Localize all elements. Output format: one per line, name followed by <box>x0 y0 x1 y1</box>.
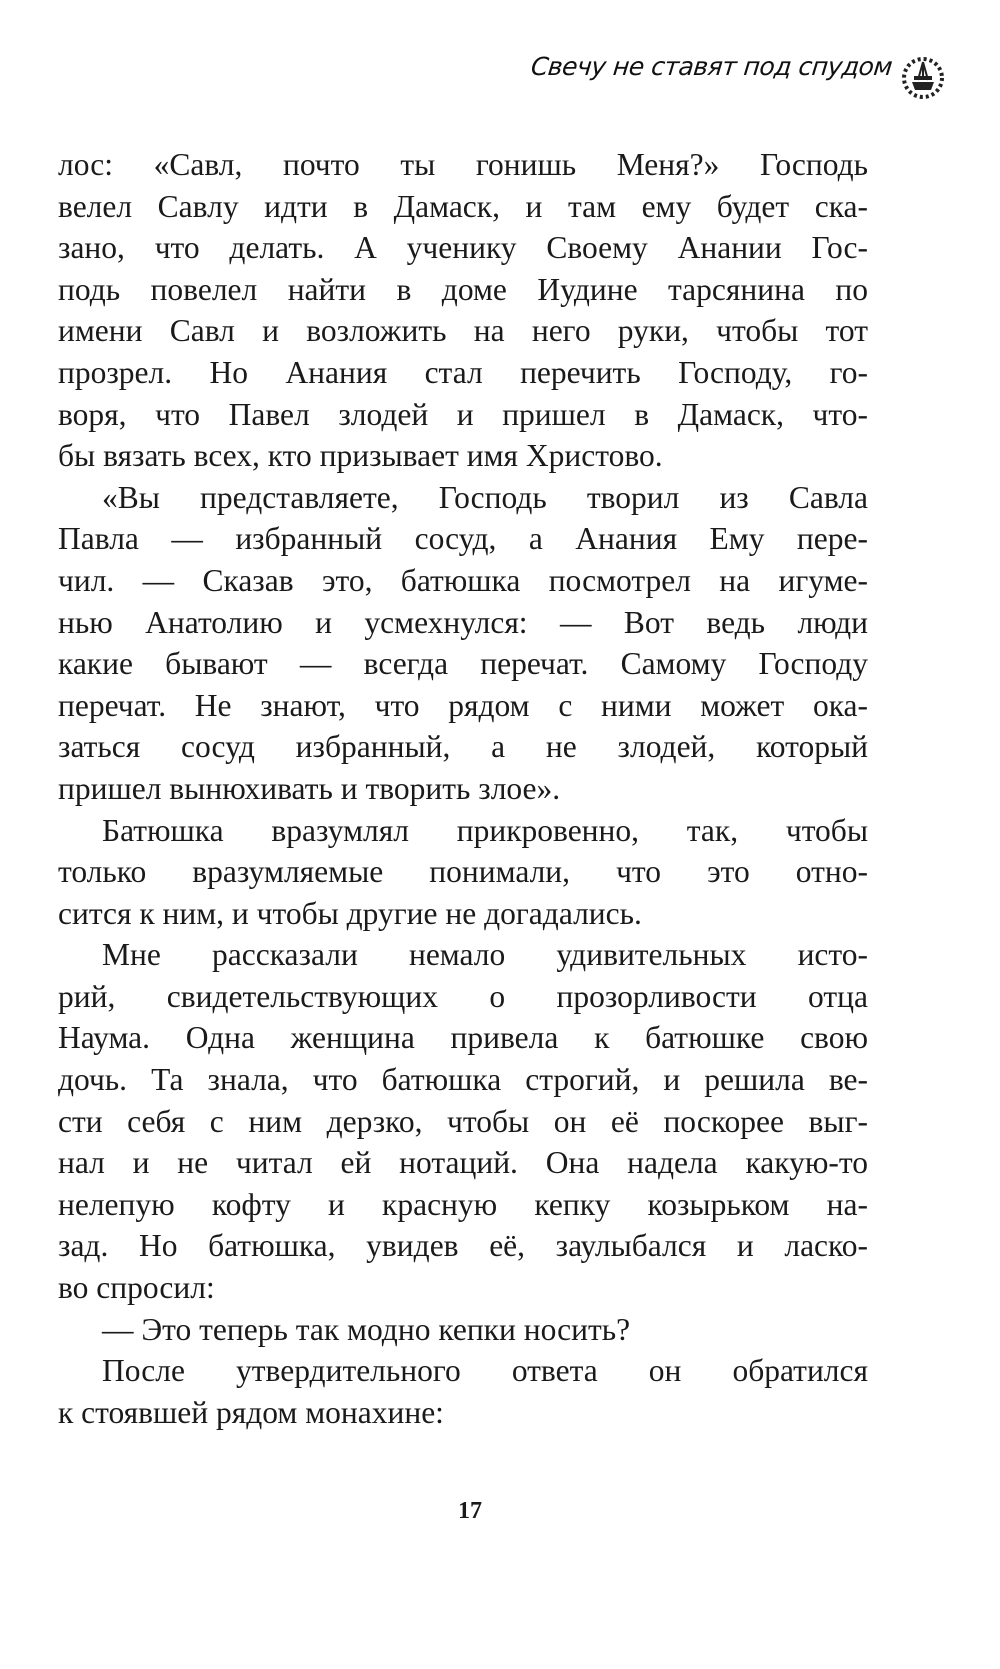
text-line: к стоявшей рядом монахине: <box>58 1394 444 1430</box>
text-line: заться сосуд избранный, а не злодей, который <box>58 729 868 765</box>
text-line: После утвердительного ответа он обратился <box>102 1353 868 1389</box>
text-line: — Это теперь так модно кепки носить? <box>102 1311 631 1347</box>
text-line: нью Анатолию и усмехнулся: — Вот ведь люди <box>58 604 868 640</box>
text-line: имени Савл и возложить на него руки, чтобы тот <box>58 313 868 349</box>
text-line: нал и не читал ей нотаций. Она надела какую-то <box>58 1145 868 1181</box>
page-number: 17 <box>458 1498 482 1524</box>
text-line: только вразумляемые понимали, что это отно- <box>58 854 868 890</box>
running-head: Свечу не ставят под спудом <box>529 52 894 81</box>
text-line: «Вы представляете, Господь творил из Савла <box>102 479 868 515</box>
text-line: чил. — Сказав это, батюшка посмотрел на игуме- <box>58 562 868 598</box>
text-line: пришел вынюхивать и творить злое». <box>58 770 561 806</box>
text-line: Батюшка вразумлял прикровенно, так, чтобы <box>102 812 868 848</box>
text-line: перечат. Не знают, что рядом с ними может ока- <box>58 687 868 723</box>
emblem-icon <box>900 50 946 106</box>
text-line: воря, что Павел злодей и пришел в Дамаск, что- <box>58 396 868 432</box>
text-line: зано, что делать. А ученику Своему Анании Гос- <box>58 230 868 266</box>
text-line: рий, свидетельствующих о прозорливости отца <box>58 978 868 1014</box>
text-line: какие бывают — всегда перечат. Самому Господу <box>58 646 868 682</box>
text-line: Мне рассказали немало удивительных исто- <box>102 937 868 973</box>
text-line: дочь. Та знала, что батюшка строгий, и решила ве- <box>58 1062 868 1098</box>
text-line: прозрел. Но Анания стал перечить Господу, го- <box>58 354 868 390</box>
text-line: во спросил: <box>58 1270 215 1306</box>
text-line: сится к ним, и чтобы другие не догадались. <box>58 895 642 931</box>
text-line: Павла — избранный сосуд, а Анания Ему пере- <box>58 521 868 557</box>
text-line: подь повелел найти в доме Иудине тарсянина по <box>58 271 868 307</box>
body-text <box>58 144 868 1433</box>
text-line: нелепую кофту и красную кепку козырьком на- <box>58 1186 868 1222</box>
text-line: лос: «Савл, почто ты гонишь Меня?» Господь <box>58 147 868 182</box>
text-line: сти себя с ним дерзко, чтобы он её поскорее выг- <box>58 1103 868 1139</box>
text-line: зад. Но батюшка, увидев её, заулыбался и ласко- <box>58 1228 868 1264</box>
text-line: Наума. Одна женщина привела к батюшке свою <box>58 1020 868 1056</box>
text-line: бы вязать всех, кто призывает имя Христово. <box>58 438 663 474</box>
text-line: велел Савлу идти в Дамаск, и там ему будет ска- <box>58 188 868 224</box>
